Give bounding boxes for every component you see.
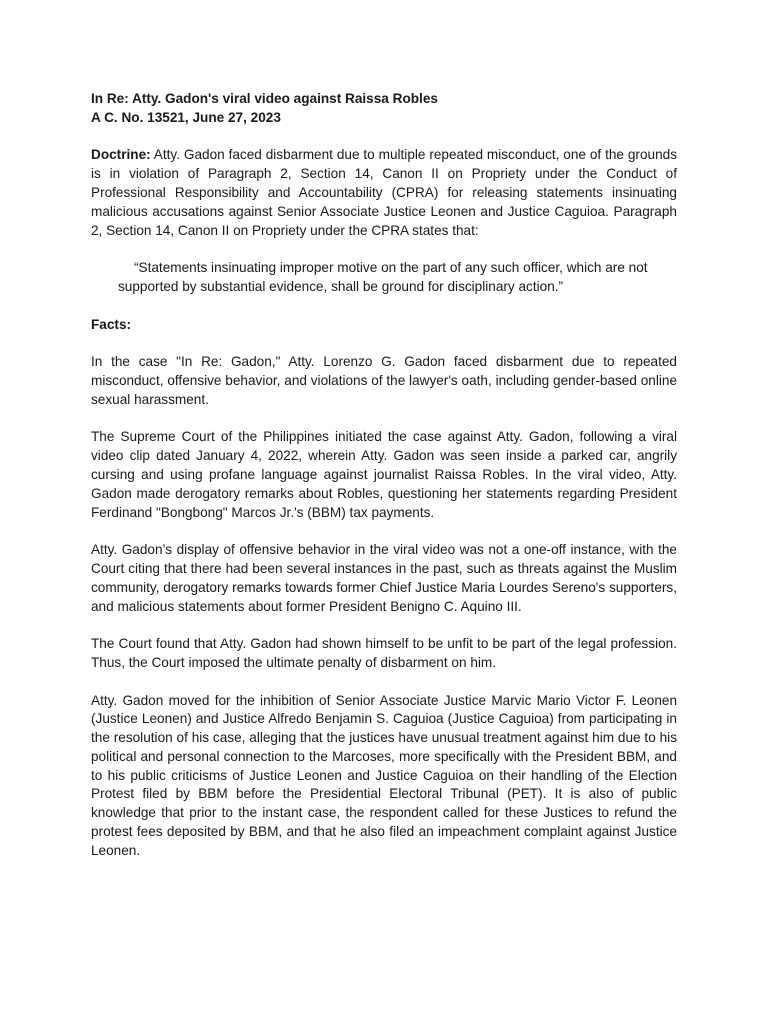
facts-paragraph: In the case "In Re: Gadon," Atty. Lorenzo G. Gadon faced disbarment due to repeated misconduct, offensive behavior, and violations of the lawyer's oath, including gender-based online sexual harassment.	[91, 354, 677, 407]
spacer	[91, 297, 677, 316]
spacer	[91, 128, 677, 147]
facts-heading: Facts:	[91, 316, 132, 332]
document-title: In Re: Atty. Gadon's viral video against Raissa Robles	[91, 91, 438, 106]
spacer	[91, 410, 677, 429]
spacer	[91, 522, 677, 541]
spacer	[91, 240, 677, 259]
document-page	[91, 90, 677, 861]
facts-paragraph: The Supreme Court of the Philippines initiated the case against Atty. Gadon, following a viral video clip dated January 4, 2022, wherein Atty. Gadon was seen inside a parked car, angrily cursing and using profane language against journalist Raissa Robles. In the viral video, Atty. Gadon made derogatory remarks about Robles, questioning her statements regarding President Ferdinand "Bongbong" Marcos Jr.'s (BBM) tax payments.	[91, 429, 677, 520]
spacer	[91, 334, 677, 353]
doctrine-label: Doctrine:	[91, 147, 151, 163]
case-number: A C. No. 13521, June 27, 2023	[91, 109, 281, 125]
doctrine-quote: “Statements insinuating improper motive on the part of any such officer, which are not supported by substantial evidence, shall be ground for disciplinary action.”	[118, 260, 648, 294]
spacer	[91, 673, 677, 692]
doctrine-text: Atty. Gadon faced disbarment due to multiple repeated misconduct, one of the grounds is in violation of Paragraph 2, Section 14, Canon II on Propriety under the Conduct of Professional Responsibility and Accountability (CPRA) for releasing statements insinuating malicious accusations against Senior Associate Justice Leonen and Justice Caguioa. Paragraph 2, Section 14, Canon II on Propriety under the CPRA states that:	[91, 147, 677, 238]
spacer	[91, 616, 677, 635]
facts-paragraph: The Court found that Atty. Gadon had shown himself to be unfit to be part of the legal profession. Thus, the Court imposed the ultimate penalty of disbarment on him.	[91, 636, 677, 670]
doctrine-paragraph	[91, 146, 677, 240]
facts-paragraph: Atty. Gadon’s display of offensive behavior in the viral video was not a one-off instance, with the Court citing that there had been several instances in the past, such as threats against the Muslim community, derogatory remarks towards former Chief Justice Maria Lourdes Sereno's supporters, and malicious statements about former President Benigno C. Aquino III.	[91, 542, 677, 614]
facts-paragraph: Atty. Gadon moved for the inhibition of Senior Associate Justice Marvic Mario Victor F. Leonen (Justice Leonen) and Justice Alfredo Benjamin S. Caguioa (Justice Caguioa) from participating in the resolution of his case, alleging that the justices have unusual treatment against him due to his political and personal connection to the Marcoses, more specifically with the President BBM, and to his public criticisms of Justice Leonen and Justice Caguioa on their handling of the Election Protest filed by BBM before the Presidential Electoral Tribunal (PET). It is also of public knowledge that prior to the instant case, the respondent called for these Justices to refund the protest fees deposited by BBM, and that he also filed an impeachment complaint against Justice Leonen.	[91, 692, 677, 858]
